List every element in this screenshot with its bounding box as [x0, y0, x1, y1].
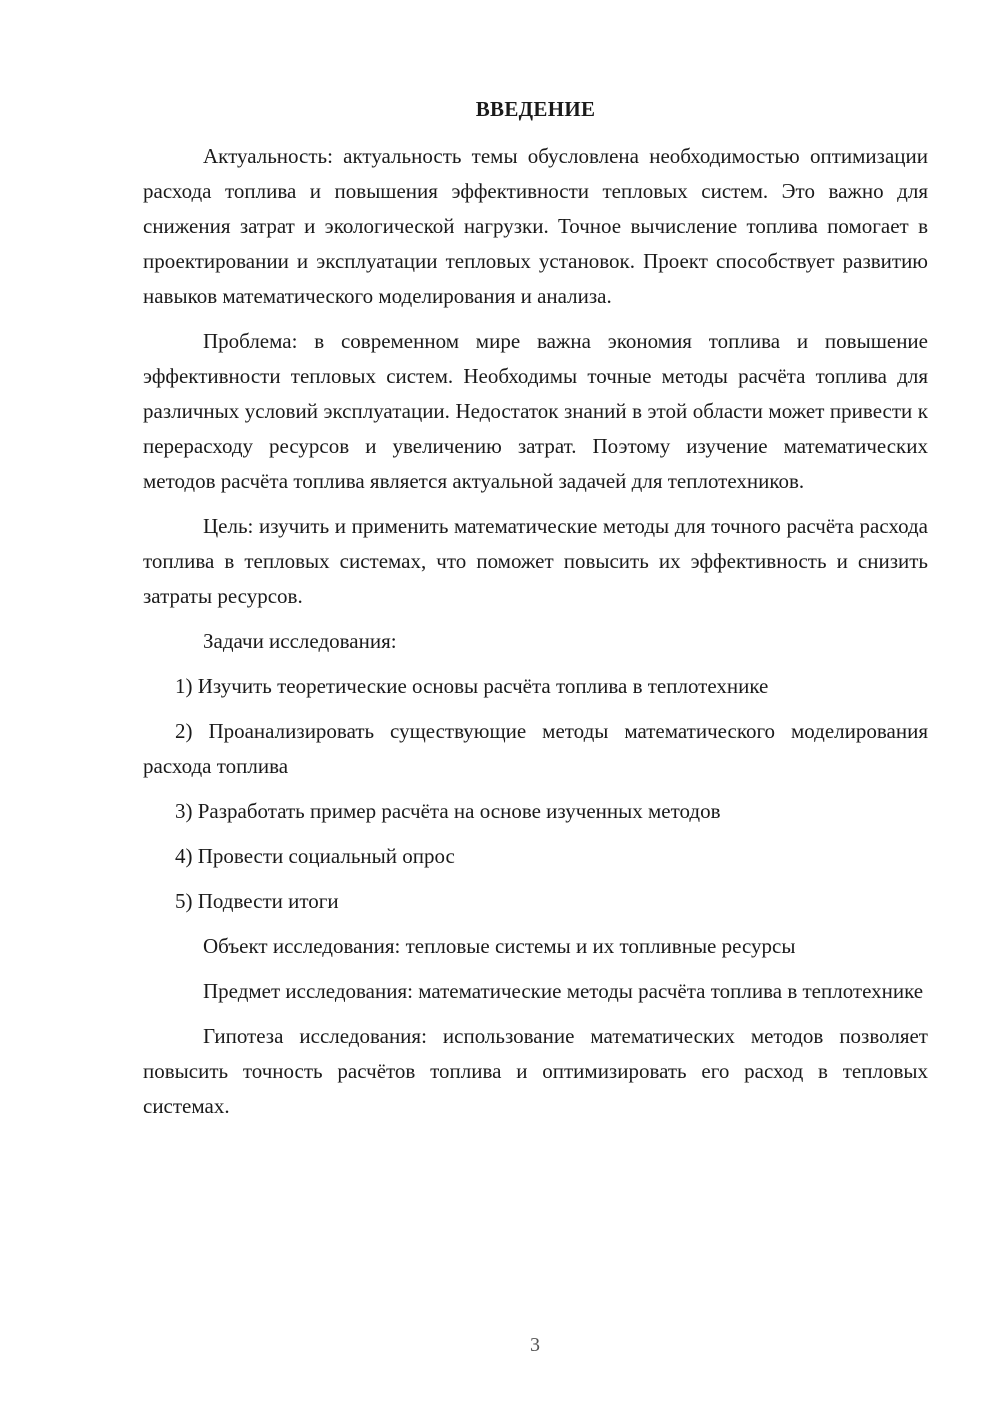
spacer — [143, 704, 928, 714]
task-item: 1) Изучить теоретические основы расчёта топлива в теплотехнике — [175, 674, 769, 698]
spacer — [143, 314, 928, 324]
task-item: 2) Проанализировать существующие методы математического моделирования расхода топлива — [143, 719, 928, 778]
spacer — [143, 919, 928, 929]
spacer — [143, 1009, 928, 1019]
subject-paragraph: Предмет исследования: математические методы расчёта топлива в теплотехнике — [203, 979, 924, 1003]
goal-paragraph: Цель: изучить и применить математические методы для точного расчёта расхода топлива в тепловых системах, что поможет повысить их эффективность и снизить затраты ресурсов. — [143, 514, 928, 608]
task-item: 4) Провести социальный опрос — [175, 844, 455, 868]
spacer — [143, 829, 928, 839]
relevance-paragraph: Актуальность: актуальность темы обусловлена необходимостью оптимизации расхода топлива и повышения эффективности тепловых систем. Это важно для снижения затрат и экологической нагрузки. Точное вычисление топлива помогает в проектировании и эксплуатации тепловых установок. Проект способствует развитию навыков математического моделирования и анализа. — [143, 144, 928, 308]
spacer — [143, 659, 928, 669]
spacer — [143, 784, 928, 794]
problem-paragraph: Проблема: в современном мире важна экономия топлива и повышение эффективности тепловых систем. Необходимы точные методы расчёта топлива для различных условий эксплуатации. Недостаток знаний в этой области может привести к перерасходу ресурсов и увеличению затрат. Поэтому изучение математических методов расчёта топлива является актуальной задачей для теплотехников. — [143, 329, 928, 493]
object-paragraph: Объект исследования: тепловые системы и их топливные ресурсы — [203, 934, 796, 958]
spacer — [143, 499, 928, 509]
page-number: 3 — [530, 1334, 540, 1356]
spacer — [143, 964, 928, 974]
document-page — [143, 92, 928, 1124]
task-item: 5) Подвести итоги — [175, 889, 339, 913]
tasks-title: Задачи исследования: — [203, 629, 397, 653]
spacer — [143, 614, 928, 624]
hypothesis-paragraph: Гипотеза исследования: использование математических методов позволяет повысить точность расчётов топлива и оптимизировать его расход в тепловых системах. — [143, 1024, 928, 1118]
spacer — [143, 127, 928, 139]
spacer — [143, 874, 928, 884]
section-heading: ВВЕДЕНИЕ — [475, 97, 596, 121]
task-item: 3) Разработать пример расчёта на основе изученных методов — [175, 799, 721, 823]
